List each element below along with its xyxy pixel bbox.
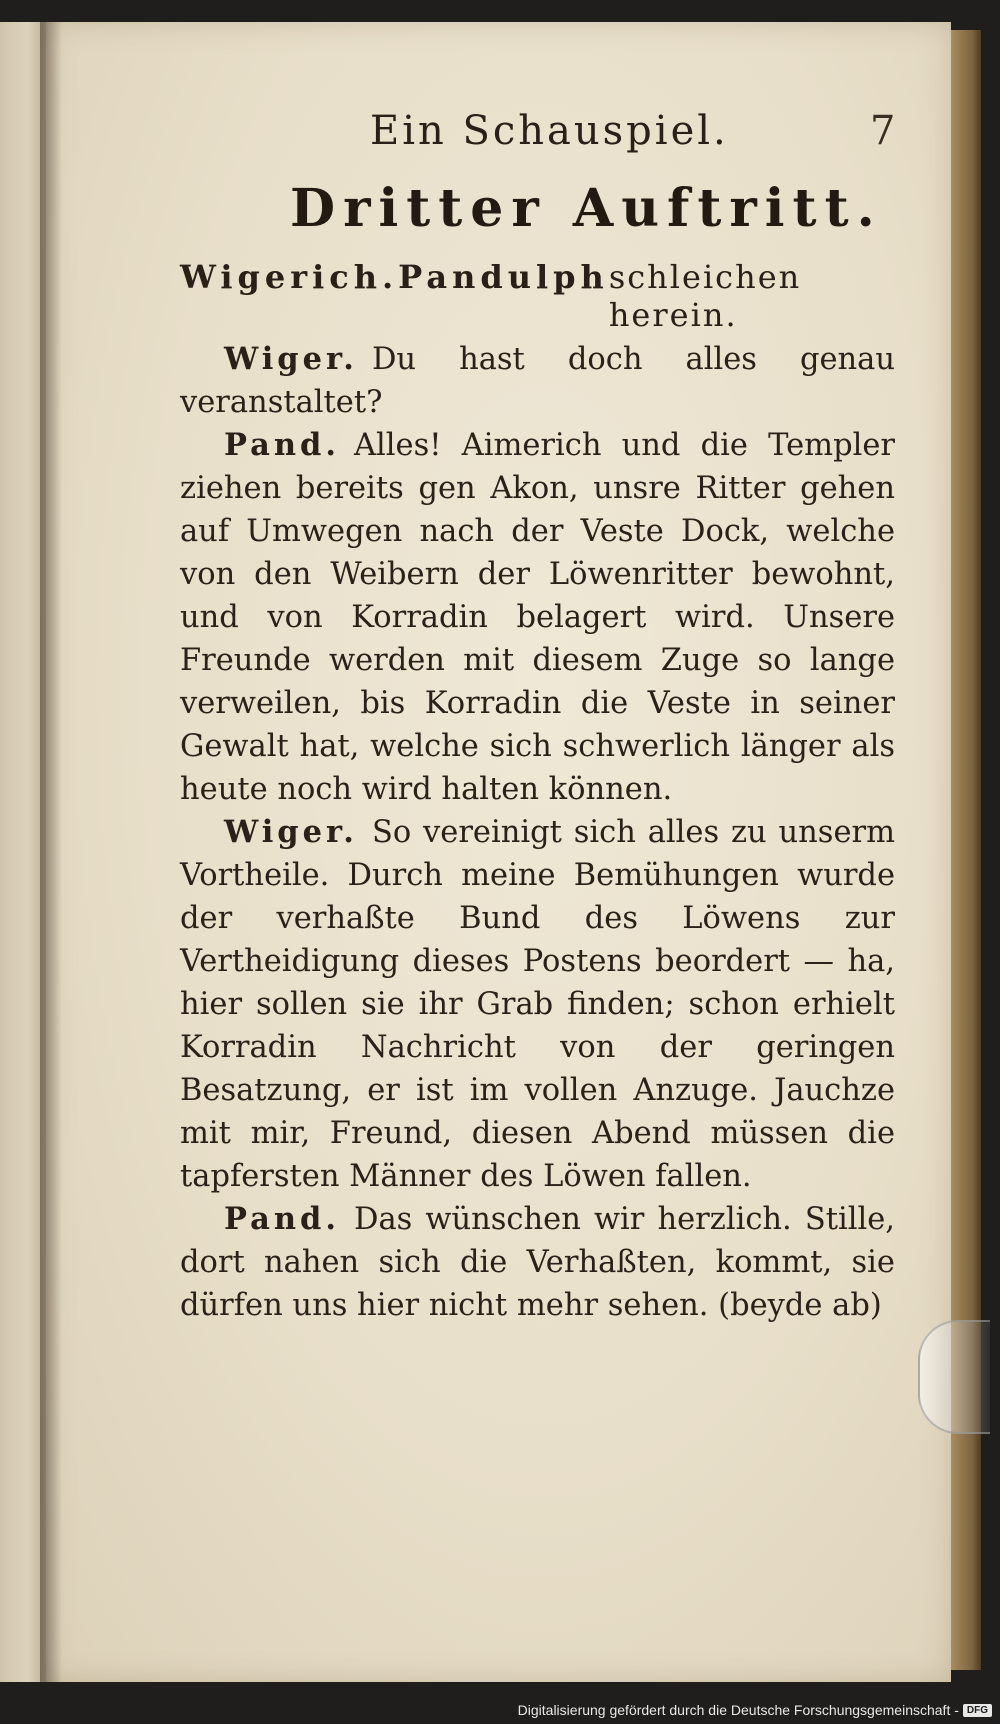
dialogue-text: Das wünschen wir herzlich. Stille, dort nahen sich die Verhaßten, kommt, sie dürfen uns hier nicht mehr sehen. (beyde ab) bbox=[180, 1202, 895, 1323]
speaker-label: Pand. bbox=[224, 427, 340, 463]
digitization-credit bbox=[518, 1702, 992, 1718]
character-name: Wigerich. bbox=[180, 258, 399, 296]
speaker-label: Wiger. bbox=[224, 341, 358, 377]
dialogue-paragraph bbox=[180, 424, 895, 811]
speaker-label: Wiger. bbox=[224, 814, 358, 850]
character-name: Pandulph bbox=[398, 258, 609, 296]
dfg-logo: DFG bbox=[963, 1704, 992, 1717]
page-clip bbox=[918, 1320, 990, 1434]
dialogue-text: Alles! Aimerich und die Templer ziehen bereits gen Akon, unsre Ritter gehen auf Umwegen nach der Veste Dock, welche von den Weibern der Löwenritter bewohnt, und von Korradin belagert wird. Unsere Freunde werden mit diesem Zuge so lange verweilen, bis Korradin die Veste in seiner Gewalt hat, welche sich schwerlich länger als heute noch wird halten können. bbox=[180, 428, 895, 807]
dialogue-text: Du hast doch alles genau veranstaltet? bbox=[180, 342, 895, 420]
speaker-label: Pand. bbox=[224, 1201, 340, 1237]
spine-shadow bbox=[40, 22, 62, 1682]
page-number: 7 bbox=[870, 108, 896, 154]
dialogue-paragraph bbox=[180, 338, 895, 424]
stage-direction bbox=[180, 258, 895, 334]
dialogue-paragraph bbox=[180, 811, 895, 1198]
scene-title: Dritter Auftritt. bbox=[290, 178, 883, 239]
running-head: Ein Schauspiel. bbox=[370, 108, 729, 154]
dialogue-paragraph bbox=[180, 1198, 895, 1327]
dialogue-text: So vereinigt sich alles zu unserm Vortheile. Durch meine Bemühungen wurde der verhaßte Bund des Löwens zur Vertheidigung dieses Postens beordert — ha, hier sollen sie ihr Grab finden; schon erhielt Korradin Nachricht von der geringen Besatzung, er ist im vollen Anzuge. Jauchze mit mir, Freund, diesen Abend müssen die tapfersten Männer des Löwen fallen. bbox=[180, 815, 895, 1194]
credit-text: Digitalisierung gefördert durch die Deutsche Forschungsgemeinschaft - bbox=[517, 1702, 959, 1718]
stage-action: schleichen herein. bbox=[608, 258, 802, 334]
dialogue-body bbox=[180, 338, 895, 1327]
